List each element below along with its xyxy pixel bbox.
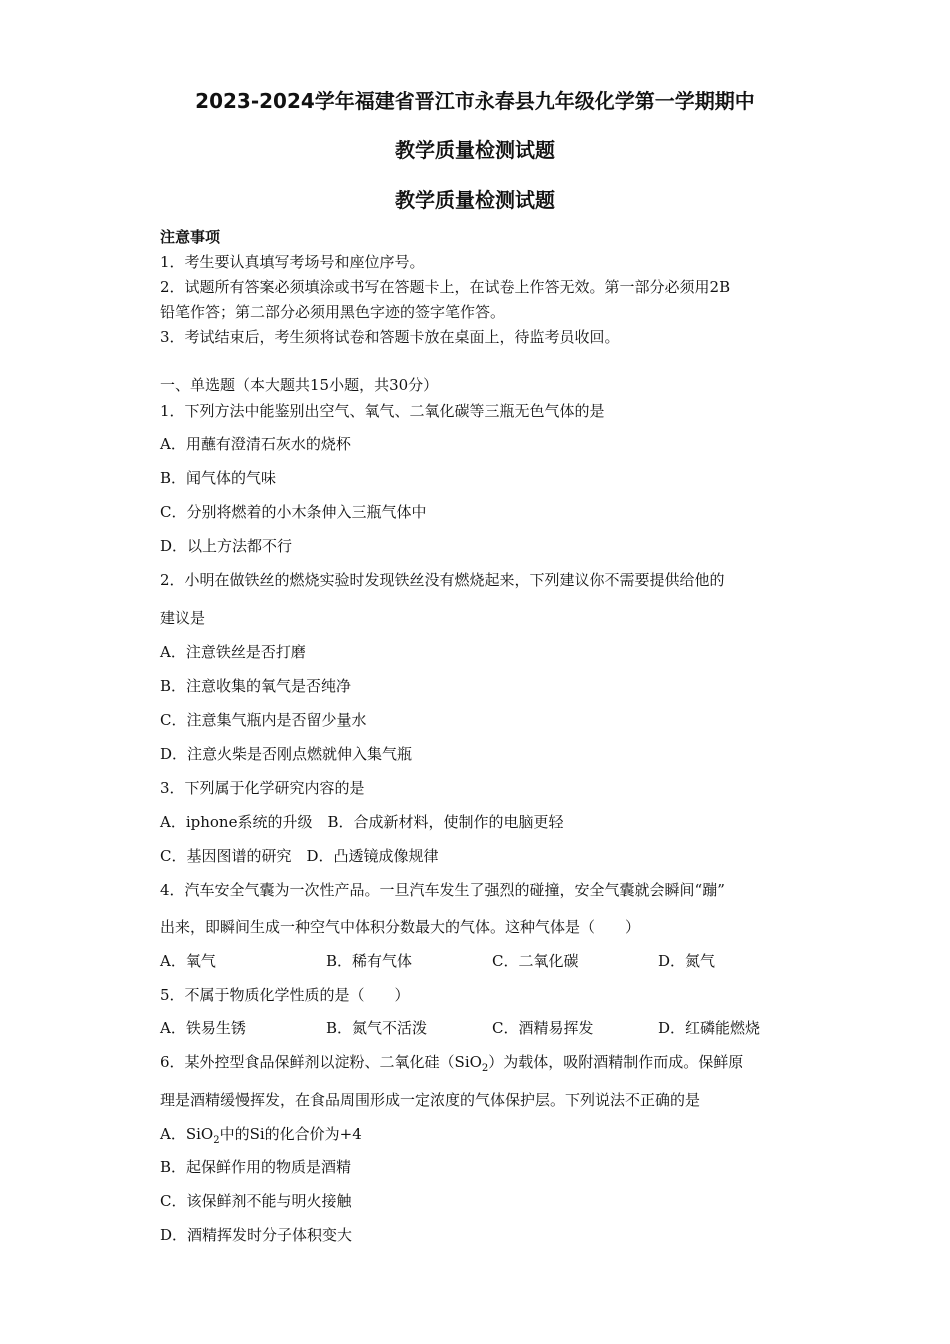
question-6-option-c: C．该保鲜剂不能与明火接触 [160,1192,352,1210]
question-5-stem: 5．不属于物质化学性质的是（ ） [160,986,410,1004]
question-5-option-d: D．红磷能燃烧 [658,1019,761,1037]
question-2-stem: 2．小明在做铁丝的燃烧实验时发现铁丝没有燃烧起来，下列建议你不需要提供给他的 [160,571,725,589]
question-1-option-a: A．用蘸有澄清石灰水的烧杯 [160,435,351,453]
question-6-option-d: D．酒精挥发时分子体积变大 [160,1226,353,1244]
question-4-options [160,951,715,971]
question-2-option-a: A．注意铁丝是否打磨 [160,643,306,661]
question-6-stem: 6．某外控型食品保鲜剂以淀粉、二氧化硅（SiO$_2$）为载体，吸附酒精制作而成。保鲜原 [160,1053,744,1074]
question-4-stem: 4．汽车安全气囊为一次性产品。一旦汽车发生了强烈的碰撞，安全气囊就会瞬间“蹦” [160,881,725,899]
notice-item: 1．考生要认真填写考场号和座位序号。 [160,253,425,271]
question-1-option-d: D．以上方法都不行 [160,537,293,555]
question-5-option-c: C．酒精易挥发 [492,1019,594,1037]
question-2-stem-cont: 建议是 [160,609,206,627]
page-subtitle-repeat: 教学质量检测试题 [395,188,555,212]
question-6-stem-cont: 理是酒精缓慢挥发，在食品周围形成一定浓度的气体保护层。下列说法不正确的是 [160,1091,701,1109]
question-1-option-b: B．闻气体的气味 [160,469,277,487]
page-subtitle: 教学质量检测试题 [395,138,555,162]
question-5-options [160,1018,760,1038]
question-2-option-b: B．注意收集的氧气是否纯净 [160,677,352,695]
notice-heading: 注意事项 [160,228,221,246]
section-heading: 一、单选题（本大题共15小题，共30分） [160,376,439,394]
question-2-option-c: C．注意集气瓶内是否留少量水 [160,711,367,729]
question-3-options-ab: A．iphone系统的升级 B．合成新材料，使制作的电脑更轻 [160,813,564,831]
question-6-option-b: B．起保鲜作用的物质是酒精 [160,1158,352,1176]
notice-item: 3．考试结束后，考生须将试卷和答题卡放在桌面上，待监考员收回。 [160,328,620,346]
question-6-option-a: A．SiO$_2$中的Si的化合价为+4 [160,1125,362,1146]
question-1-stem: 1．下列方法中能鉴别出空气、氧气、二氧化碳等三瓶无色气体的是 [160,402,605,420]
question-5-option-b: B．氮气不活泼 [326,1019,428,1037]
notice-item: 铅笔作答；第二部分必须用黑色字迹的签字笔作答。 [160,303,506,321]
page-title: 2023-2024学年福建省晋江市永春县九年级化学第一学期期中 [195,89,755,113]
question-3-stem: 3．下列属于化学研究内容的是 [160,779,365,797]
question-4-option-b: B．稀有气体 [326,952,413,970]
question-2-option-d: D．注意火柴是否刚点燃就伸入集气瓶 [160,745,413,763]
question-4-option-c: C．二氧化碳 [492,952,579,970]
question-5-option-a: A．铁易生锈 [160,1019,246,1037]
notice-item: 2．试题所有答案必须填涂或书写在答题卡上，在试卷上作答无效。第一部分必须用2B [160,278,731,296]
question-4-option-a: A．氧气 [160,952,216,970]
question-4-option-d: D．氮气 [658,952,716,970]
question-1-option-c: C．分别将燃着的小木条伸入三瓶气体中 [160,503,427,521]
question-4-stem-cont: 出来，即瞬间生成一种空气中体积分数最大的气体。这种气体是（ ） [160,918,641,936]
question-3-options-cd: C．基因图谱的研究 D．凸透镜成像规律 [160,847,439,865]
